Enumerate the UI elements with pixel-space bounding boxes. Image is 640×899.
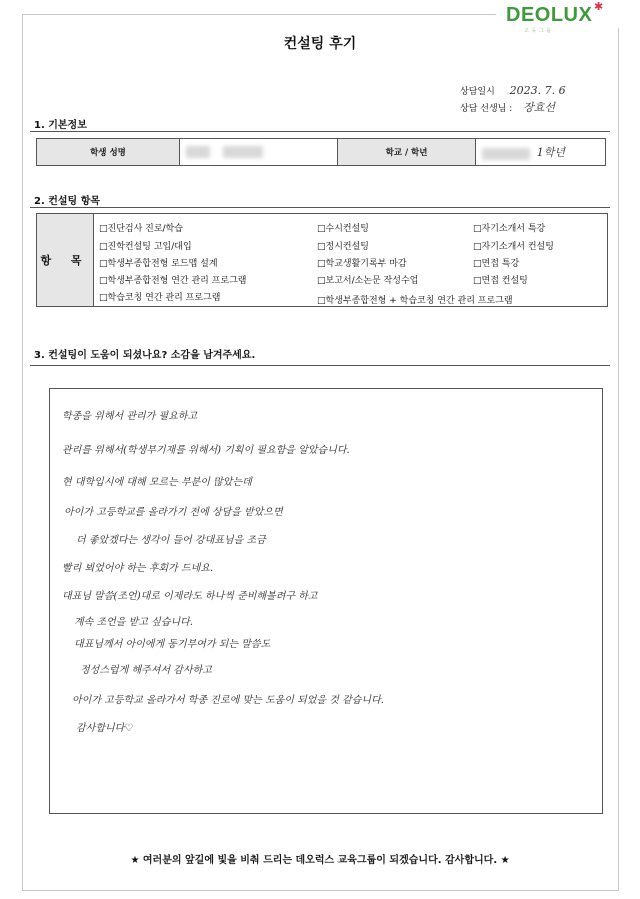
frame-top (22, 14, 496, 15)
frame-left (22, 14, 23, 890)
option-checkbox[interactable]: □학교생활기록부 마감 (317, 259, 407, 269)
review-line: 대표님께서 아이에게 동기부여가 되는 말씀도 (74, 639, 271, 650)
consultant-signature: 장효선 (523, 101, 555, 114)
student-name-label: 학생 성명 (37, 139, 180, 166)
review-line: 대표님 말씀(조언)대로 이제라도 하나씩 준비해볼려구 하고 (62, 591, 318, 602)
option-checkbox[interactable]: □보고서/소논문 작성수업 (317, 276, 419, 286)
option-checkbox[interactable]: □진단검사 진로/학습 (99, 224, 183, 234)
review-line: 아이가 고등학교를 올라가기 전에 상담을 받았으면 (64, 507, 283, 518)
option-checkbox[interactable]: □진학컨설팅 고입/대입 (99, 242, 192, 252)
review-line: 계속 조언을 받고 싶습니다. (74, 617, 193, 628)
option-checkbox[interactable]: □학생부종합전형 로드맵 설계 (99, 259, 218, 269)
section1-heading: 1. 기본정보 (34, 120, 87, 131)
page-title: 컨설팅 후기 (283, 36, 357, 52)
school-grade-label: 학교 / 학년 (338, 139, 476, 166)
student-name-value (180, 139, 338, 166)
section3-heading: 3. 컨설팅이 도움이 되셨나요? 소감을 남겨주세요. (34, 350, 256, 361)
redacted-name (186, 146, 210, 158)
option-checkbox[interactable]: □수시컨설팅 (317, 224, 369, 234)
frame-bottom (22, 890, 619, 891)
school-grade-value (476, 139, 606, 166)
consultant-label: 상담 선생님 : (460, 104, 513, 114)
option-checkbox-wide[interactable]: □학생부종합전형 + 학습코칭 연간 관리 프로그램 (317, 296, 513, 306)
brand-tagline: 교 육 그 룹 (524, 28, 552, 34)
basic-info-table (36, 138, 606, 166)
consultant (460, 99, 555, 115)
consult-date-label: 상담일시 (460, 87, 495, 97)
review-line: 빨리 뵈었어야 하는 후회가 드네요. (62, 563, 214, 574)
review-line: 현 대학입시에 대해 모르는 부분이 많았는데 (62, 477, 252, 488)
option-checkbox[interactable]: □학습코칭 연간 관리 프로그램 (99, 293, 221, 303)
option-checkbox[interactable]: □학생부종합전형 연간 관리 프로그램 (99, 276, 247, 286)
consult-date (460, 84, 566, 97)
review-line: 아이가 고등학교 올라가서 학종 진로에 맞는 도움이 되었을 것 같습니다. (72, 695, 384, 706)
review-line: 정성스럽게 해주셔서 감사하고 (80, 665, 212, 676)
items-label: 항 목 (37, 214, 94, 306)
section2-rule (30, 207, 610, 208)
frame-right (618, 28, 619, 890)
review-box (49, 388, 603, 814)
brand-logo: DEOLUX (506, 4, 593, 26)
grade-value: 1학년 (536, 146, 565, 159)
consulting-items-box (36, 213, 608, 307)
option-checkbox[interactable]: □정시컨설팅 (317, 242, 369, 252)
section3-rule (30, 365, 610, 366)
review-line: 감사합니다♡ (76, 723, 134, 734)
option-checkbox[interactable]: □면접 특강 (473, 259, 520, 269)
section1-rule (30, 131, 610, 132)
redacted-name (223, 146, 263, 158)
option-checkbox[interactable]: □면접 컨설팅 (473, 276, 528, 286)
review-line: 관리를 위해서(학생부기재를 위해서) 기획이 필요함을 알았습니다. (62, 445, 350, 456)
review-line: 학종을 위해서 관리가 필요하고 (62, 411, 198, 422)
footer-message: ★ 여러분의 앞길에 빛을 비춰 드리는 데오럭스 교육그룹이 되겠습니다. 감사합니다. ★ (130, 855, 510, 866)
section2-heading: 2. 컨설팅 항목 (34, 196, 101, 207)
redacted-school (482, 148, 530, 160)
option-checkbox[interactable]: □자기소개서 컨설팅 (473, 242, 554, 252)
logo-star-icon: ✱ (594, 0, 604, 13)
option-checkbox[interactable]: □자기소개서 특강 (473, 224, 546, 234)
review-line: 더 좋았겠다는 생각이 들어 강대표님을 조금 (76, 535, 266, 546)
consult-date-value: 2023. 7. 6 (509, 84, 566, 97)
